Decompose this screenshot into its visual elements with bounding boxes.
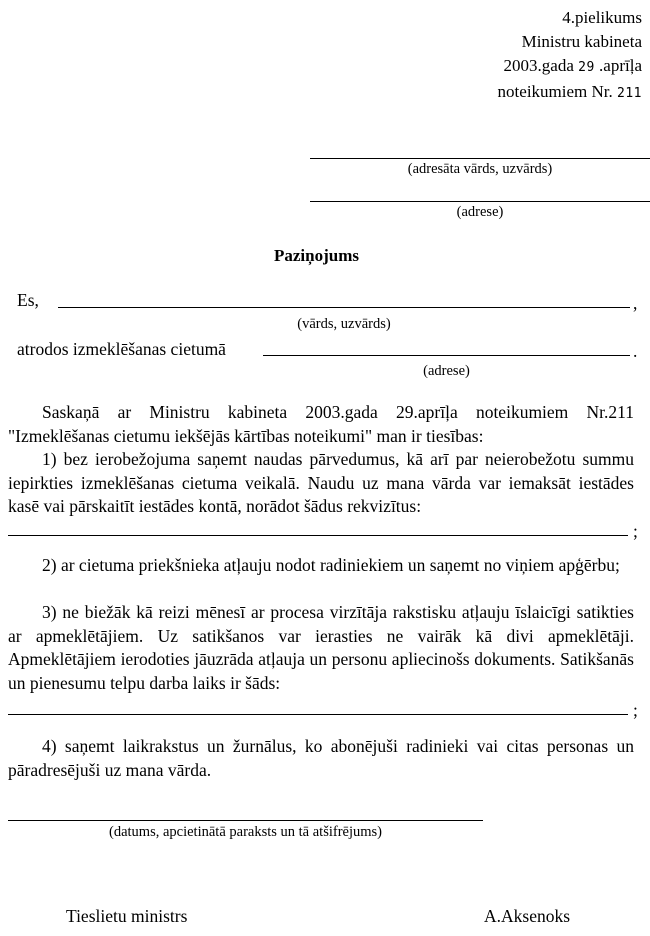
header-issuer: Ministru kabineta [521,32,642,51]
body-item-4: 4) saņemt laikrakstus un žurnālus, ko abonējuši radinieki vai citas personas un pāradresējuši uz mana vārda. [8,736,634,780]
addressee-name-rule[interactable] [310,158,650,159]
declarant-name-rule[interactable] [58,307,630,308]
page-title: Paziņojums [274,246,359,265]
declarant-label: Es, [17,290,39,310]
signature-caption: (datums, apcietinātā paraksts un tā atšifrējums) [109,824,382,840]
header-regulation-prefix: noteikumiem Nr. [497,82,613,101]
addressee-name-caption: (adresāta vārds, uzvārds) [407,161,553,177]
body-item-1: 1) bez ierobežojuma saņemt naudas pārvedumus, kā arī par neierobežotu summu iepirkties izmeklēšanas cietuma veikalā. Naudu uz mana vārda var iemaksāt iestādes kasē vai pārskaitīt iestādes kontā, norādot šādus rekvizītus: [8,449,634,516]
visiting-hours-blank-semicolon: ; [633,700,638,720]
signature-rule[interactable] [8,820,483,821]
body-item-3: 3) ne biežāk kā reizi mēnesī ar procesa virzītāja rakstisku atļauju īslaicīgi satikties ar apmeklētājiem. Uz satikšanos var ierasties ne vairāk kā divi apmeklētāji. Apmeklētājiem ierodoties jāuzrāda atļauja un personu apliecinošs dokuments. Satikšanās un pienesumu telpu darba laiks ir šāds: [8,602,634,693]
header-annex-number: 4.pielikums [562,8,642,27]
header-date-prefix: 2003.gada [503,56,574,75]
requisites-blank-rule[interactable] [8,535,628,536]
header-regulation-value: 211 [617,86,642,101]
declarant-name-caption: (vārds, uzvārds) [297,316,391,332]
header-date-day: 29 [578,60,595,75]
header-regulation-number [322,80,642,106]
requisites-blank-semicolon: ; [633,521,638,541]
declarant-trailing-comma: , [633,293,638,313]
minister-name: A.Aksenoks [484,906,571,926]
body-item-2: 2) ar cietuma priekšnieka atļauju nodot radiniekiem un saņemt no viņiem apģērbu; [42,555,620,575]
addressee-address-rule[interactable] [310,201,650,202]
header-date [322,54,642,80]
prison-label: atrodos izmeklēšanas cietumā [17,339,226,359]
prison-address-rule[interactable] [263,355,630,356]
document-header [322,6,642,106]
body-intro: Saskaņā ar Ministru kabineta 2003.gada 29.aprīļa noteikumiem Nr.211 "Izmeklēšanas cietumu iekšējās kārtības noteikumi" man ir tiesības: [8,402,634,446]
prison-address-caption: (adrese) [423,363,470,379]
addressee-address-caption: (adrese) [456,204,504,220]
minister-title: Tieslietu ministrs [66,906,188,926]
header-date-suffix: .aprīļa [599,56,642,75]
prison-trailing-period: . [633,341,638,361]
visiting-hours-blank-rule[interactable] [8,714,628,715]
